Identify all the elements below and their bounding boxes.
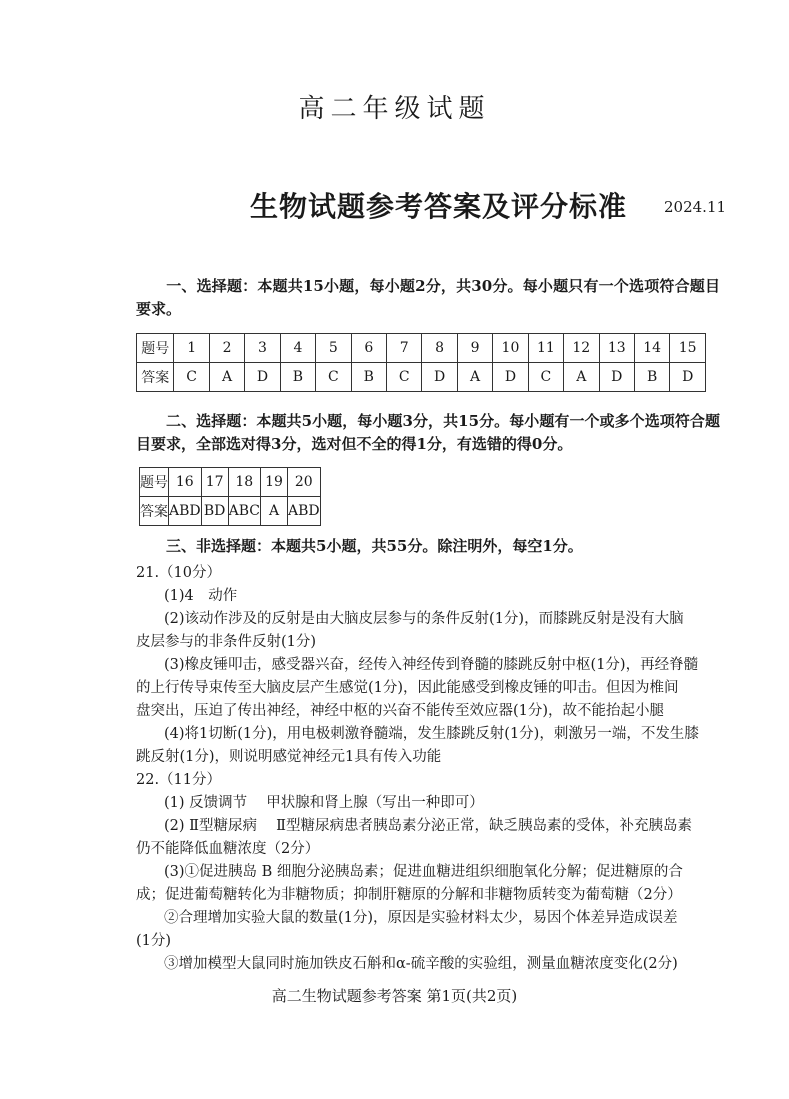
answer-line: 跳反射(1分)，则说明感觉神经元1具有传入功能	[136, 749, 442, 765]
answer-line: 皮层参与的非条件反射(1分)	[136, 634, 317, 650]
question-number-cell: 20	[288, 468, 321, 497]
answer-cell: B	[634, 363, 669, 392]
answer-cell: ABD	[288, 497, 321, 526]
answer-line: 21.（10分）	[136, 565, 222, 581]
table-row-answers	[140, 497, 321, 526]
question-number-cell: 7	[386, 334, 421, 363]
row-label-question: 题号	[137, 334, 174, 363]
row-label-question: 题号	[140, 468, 169, 497]
answer-line: 仍不能降低血糖浓度（2分）	[136, 841, 320, 857]
table-row-questions	[137, 334, 706, 363]
grade-title: 高二年级试题	[298, 94, 491, 124]
question-number-cell: 15	[670, 334, 706, 363]
answer-table-1	[136, 333, 706, 392]
question-number-cell: 6	[351, 334, 386, 363]
main-title: 生物试题参考答案及评分标准	[250, 190, 628, 223]
answer-cell: D	[670, 363, 706, 392]
question-number-cell: 11	[528, 334, 563, 363]
answer-line: (4)将1切断(1分)，用电极刺激脊髓端，发生膝跳反射(1分)，刺激另一端，不发生膝	[164, 726, 699, 742]
answer-line: (1) 反馈调节 甲状腺和肾上腺（写出一种即可）	[164, 795, 484, 811]
answer-cell: C	[174, 363, 209, 392]
question-number-cell: 19	[261, 468, 288, 497]
answer-cell: A	[209, 363, 244, 392]
answer-cell: A	[564, 363, 599, 392]
question-number-cell: 16	[169, 468, 202, 497]
question-number-cell: 18	[228, 468, 260, 497]
question-number-cell: 1	[174, 334, 209, 363]
answer-line: (1分)	[136, 933, 172, 949]
section2-heading-text: 二、选择题：本题共5小题，每小题3分，共15分。每小题有一个或多个选项符合题目要求，全部选对得3分，选对但不全的得1分，有选错的得0分。	[136, 412, 720, 453]
answer-cell: D	[599, 363, 634, 392]
answer-cell: C	[386, 363, 421, 392]
answer-cell: B	[280, 363, 315, 392]
answer-line: (3)①促进胰岛 B 细胞分泌胰岛素；促进血糖进组织细胞氧化分解；促进糖原的合	[164, 864, 683, 880]
answer-line: 22.（11分）	[136, 772, 222, 788]
answer-body	[136, 562, 722, 976]
table-row-answers	[137, 363, 706, 392]
answer-cell: A	[261, 497, 288, 526]
question-number-cell: 4	[280, 334, 315, 363]
question-number-cell: 8	[422, 334, 457, 363]
question-number-cell: 14	[634, 334, 669, 363]
answer-line: 盘突出，压迫了传出神经，神经中枢的兴奋不能传至效应器(1分)，故不能抬起小腿	[136, 703, 665, 719]
question-number-cell: 2	[209, 334, 244, 363]
answer-cell: D	[493, 363, 528, 392]
section1-heading-text: 一、选择题：本题共15小题，每小题2分，共30分。每小题只有一个选项符合题目要求。	[136, 277, 720, 318]
section3-heading-text: 三、非选择题：本题共5小题，共55分。除注明外，每空1分。	[166, 537, 583, 555]
question-number-cell: 12	[564, 334, 599, 363]
answer-line: (1)4 动作	[164, 588, 238, 604]
answer-line: (2)该动作涉及的反射是由大脑皮层参与的条件反射(1分)，而膝跳反射是没有大脑	[164, 611, 684, 627]
answer-cell: BD	[201, 497, 228, 526]
row-label-answer: 答案	[137, 363, 174, 392]
answer-line: ③增加模型大鼠同时施加铁皮石斛和α-硫辛酸的实验组，测量血糖浓度变化(2分)	[164, 956, 678, 972]
answer-cell: D	[245, 363, 280, 392]
question-number-cell: 3	[245, 334, 280, 363]
question-number-cell: 17	[201, 468, 228, 497]
section2-heading	[136, 410, 720, 456]
table-row-questions	[140, 468, 321, 497]
answer-cell: ABC	[228, 497, 260, 526]
question-number-cell: 9	[457, 334, 492, 363]
question-number-cell: 5	[316, 334, 351, 363]
question-number-cell: 10	[493, 334, 528, 363]
answer-cell: ABD	[169, 497, 202, 526]
section3-heading	[136, 535, 720, 558]
answer-line: 的上行传导束传至大脑皮层产生感觉(1分)，因此能感受到橡皮锤的叩击。但因为椎间	[136, 680, 679, 696]
date: 2024.11	[664, 198, 727, 216]
answer-cell: D	[422, 363, 457, 392]
answer-cell: C	[316, 363, 351, 392]
answer-line: (3)橡皮锤叩击，感受器兴奋，经传入神经传到脊髓的膝跳反射中枢(1分)，再经脊髓	[164, 657, 699, 673]
section1-heading	[136, 275, 720, 321]
row-label-answer: 答案	[140, 497, 169, 526]
question-number-cell: 13	[599, 334, 634, 363]
answer-line: ②合理增加实验大鼠的数量(1分)，原因是实验材料太少，易因个体差异造成误差	[164, 910, 678, 926]
page-footer: 高二生物试题参考答案 第1页(共2页)	[271, 987, 518, 1005]
answer-cell: B	[351, 363, 386, 392]
answer-line: 成；促进葡萄糖转化为非糖物质；抑制肝糖原的分解和非糖物质转变为葡萄糖（2分）	[136, 887, 682, 903]
answer-table-2	[139, 467, 321, 526]
answer-cell: C	[528, 363, 563, 392]
answer-cell: A	[457, 363, 492, 392]
answer-line: (2) Ⅱ型糖尿病 Ⅱ型糖尿病患者胰岛素分泌正常，缺乏胰岛素的受体，补充胰岛素	[164, 818, 692, 834]
